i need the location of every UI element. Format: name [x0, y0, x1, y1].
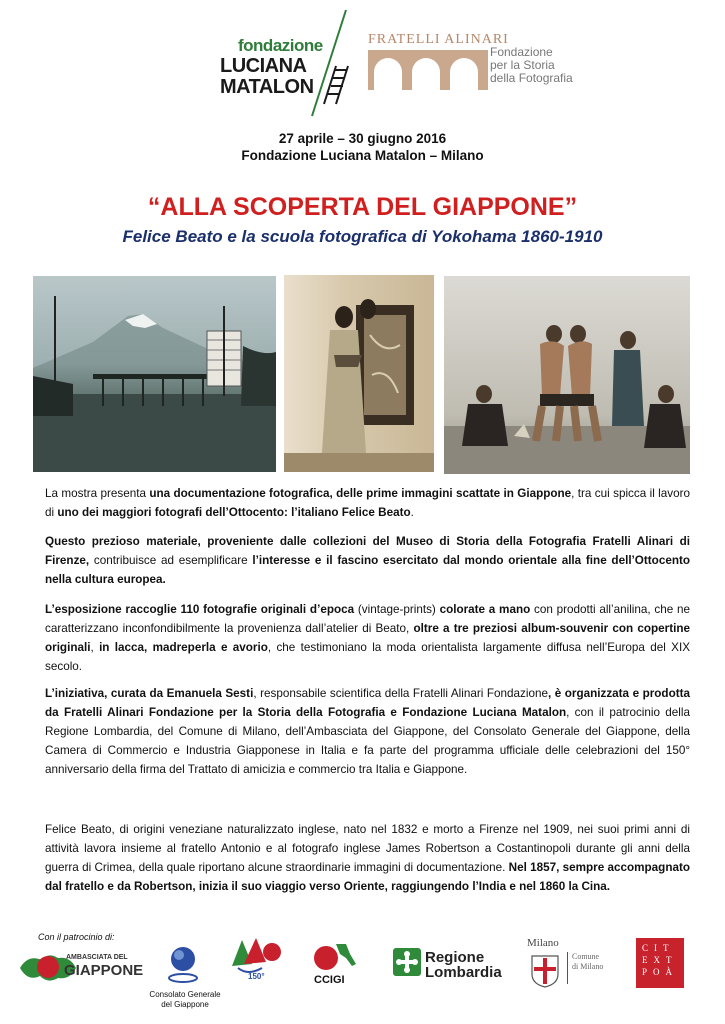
p3-bold-4: in lacca, madreperla e avorio [99, 641, 268, 654]
milano-divider [567, 952, 568, 984]
paragraph-beato-bio [45, 820, 690, 896]
exhibition-title: “ALLA SCOPERTA DEL GIAPPONE” [147, 193, 578, 221]
p5-text-1: Felice Beato, di origini veneziane naturalizzato inglese, nato nel 1832 e morto a Firenze nel 1909, nei suoi primi anni di attività lavora insieme al fratello Antonio e al fotografo inglese James Robertson a Costantinopoli durante gli anni della guerra di Crimea, della quale riportano alcune straordinarie immagini di documentazione. [45, 823, 690, 874]
milano-comune-line1: Comune [572, 952, 600, 961]
p1-text-1: La mostra presenta [45, 487, 150, 500]
alinari-line3: della Fotografia [490, 71, 573, 85]
p4-text-1: , responsabile scientifica della Fratelli Alinari Fondazione [253, 687, 548, 700]
regione-line1: Regione [425, 949, 485, 966]
ambasciata-line2: GIAPPONE [64, 962, 144, 979]
paragraph-collection [45, 532, 690, 589]
event-venue: Fondazione Luciana Matalon – Milano [241, 148, 484, 163]
citexpo-logo [636, 938, 684, 988]
alinari-logo-title: FRATELLI ALINARI [368, 32, 509, 47]
matalon-logo-line2: LUCIANA [220, 55, 307, 77]
ambasciata-line1: AMBASCIATA DEL [66, 954, 128, 961]
p1-bold-2: uno dei maggiori fotografi dell’Ottocento: l’italiano Felice Beato [57, 506, 411, 519]
arches-icon [368, 50, 488, 90]
ladder-icon [306, 8, 356, 120]
italy-map-icon [312, 940, 362, 974]
regione-lombardia-text [425, 950, 502, 980]
matalon-logo-line1: fondazione [238, 36, 323, 55]
event-dates: 27 aprile – 30 giugno 2016 [278, 131, 447, 146]
p1-text-2: , tra cui spicca il lavoro di [45, 487, 690, 519]
regione-line2: Lombardia [425, 964, 502, 981]
p3-text-2: con prodotti all’anilina, che ne caratterizzano inconfondibilmente la provenienza dall’atelier di Beato, [45, 603, 691, 635]
p1-bold-1: una documentazione fotografica, delle prime immagini scattate in Giappone [149, 487, 572, 500]
anniversary-label: 150° [248, 972, 265, 981]
p3-text-1: (vintage-prints) [354, 603, 440, 616]
ccigi-label: CCIGI [314, 974, 345, 986]
exhibition-subtitle: Felice Beato e la scuola fotografica di Yokohama 1860-1910 [122, 227, 603, 246]
paragraph-intro [45, 484, 690, 522]
consolato-line1: Consolato Generale [149, 990, 221, 999]
alinari-line1: Fondazione [490, 45, 553, 59]
p3-bold-3: oltre a tre preziosi album-souvenir con copertine originali [45, 622, 690, 654]
alinari-line2: per la Storia [490, 58, 555, 72]
photo-geishas-screen [284, 275, 434, 472]
milano-comune-line2: di Milano [572, 962, 604, 971]
paragraph-exhibition [45, 600, 690, 676]
p2-bold-2: l’interesse e il fascino esercitato dal mondo orientale alla fine dell’Ottocento nella cultura europea. [45, 554, 690, 586]
milano-comune-text [572, 952, 603, 972]
p1-text-3: . [410, 506, 414, 519]
p3-text-3: , [90, 641, 100, 654]
matalon-logo [220, 28, 348, 116]
consolato-globe-icon [168, 946, 198, 986]
p5-bold-1: Nel 1857, sempre accompagnato dal fratello e da Robertson, inizia il suo viaggio verso Oriente, raggiungendo l’India e nel 1860 la Cina. [45, 861, 690, 893]
photo-mount-fuji-bridge [33, 276, 276, 472]
p3-bold-2: colorate a mano [439, 603, 531, 616]
p4-bold-2: , è organizzata e prodotta da Fratelli Alinari Fondazione per la Storia della Fotografia e Fondazione Luciana Matalon [45, 687, 690, 719]
ccigi-logo [310, 940, 370, 988]
paragraph-initiative [45, 684, 690, 779]
citexpo-row2: EXT [642, 955, 678, 965]
consolato-line2: del Giappone [161, 1000, 209, 1009]
anniversary-logo [228, 936, 286, 986]
milano-label: Milano [527, 937, 559, 949]
p2-text-1: contribuisce ad esemplificare [89, 554, 253, 567]
matalon-logo-line3: MATALON [220, 76, 314, 98]
patronage-label: Con il patrocinio di: [38, 932, 115, 942]
alinari-logo [368, 32, 598, 94]
p2-bold-1: Questo prezioso materiale, proveniente dalle collezioni del Museo di Storia della Fotografia Fratelli Alinari di Firenze, [45, 535, 690, 567]
milano-crest-icon [528, 952, 562, 988]
event-info [0, 130, 725, 164]
ambasciata-logo [18, 950, 144, 984]
p4-bold-1: L’iniziativa, curata da Emanuela Sesti [45, 687, 254, 700]
p3-text-4: , che testimoniano la moda orientalista largamente diffusa nell’Europa del XIX secolo. [45, 641, 690, 673]
photo-sumo-wrestlers [444, 276, 690, 474]
consolato-text [140, 990, 230, 1010]
regione-lombardia-icon [393, 948, 421, 976]
citexpo-row1: CIT [642, 943, 675, 953]
p4-text-2: , con il patrocinio della Regione Lombardia, del Comune di Milano, dell’Ambasciata del Giappone, del Consolato Generale del Giappone, della Camera di Commercio e Industria Giapponese in Italia e fa parte del programma ufficiale delle celebrazioni del 150° anniversario della firma del Trattato di amicizia e commercio tra Italia e Giappone. [45, 706, 690, 776]
p3-bold-1: L’esposizione raccoglie 110 fotografie originali d’epoca [45, 603, 355, 616]
alinari-logo-text [490, 46, 573, 85]
citexpo-row3: POÀ [642, 967, 679, 977]
